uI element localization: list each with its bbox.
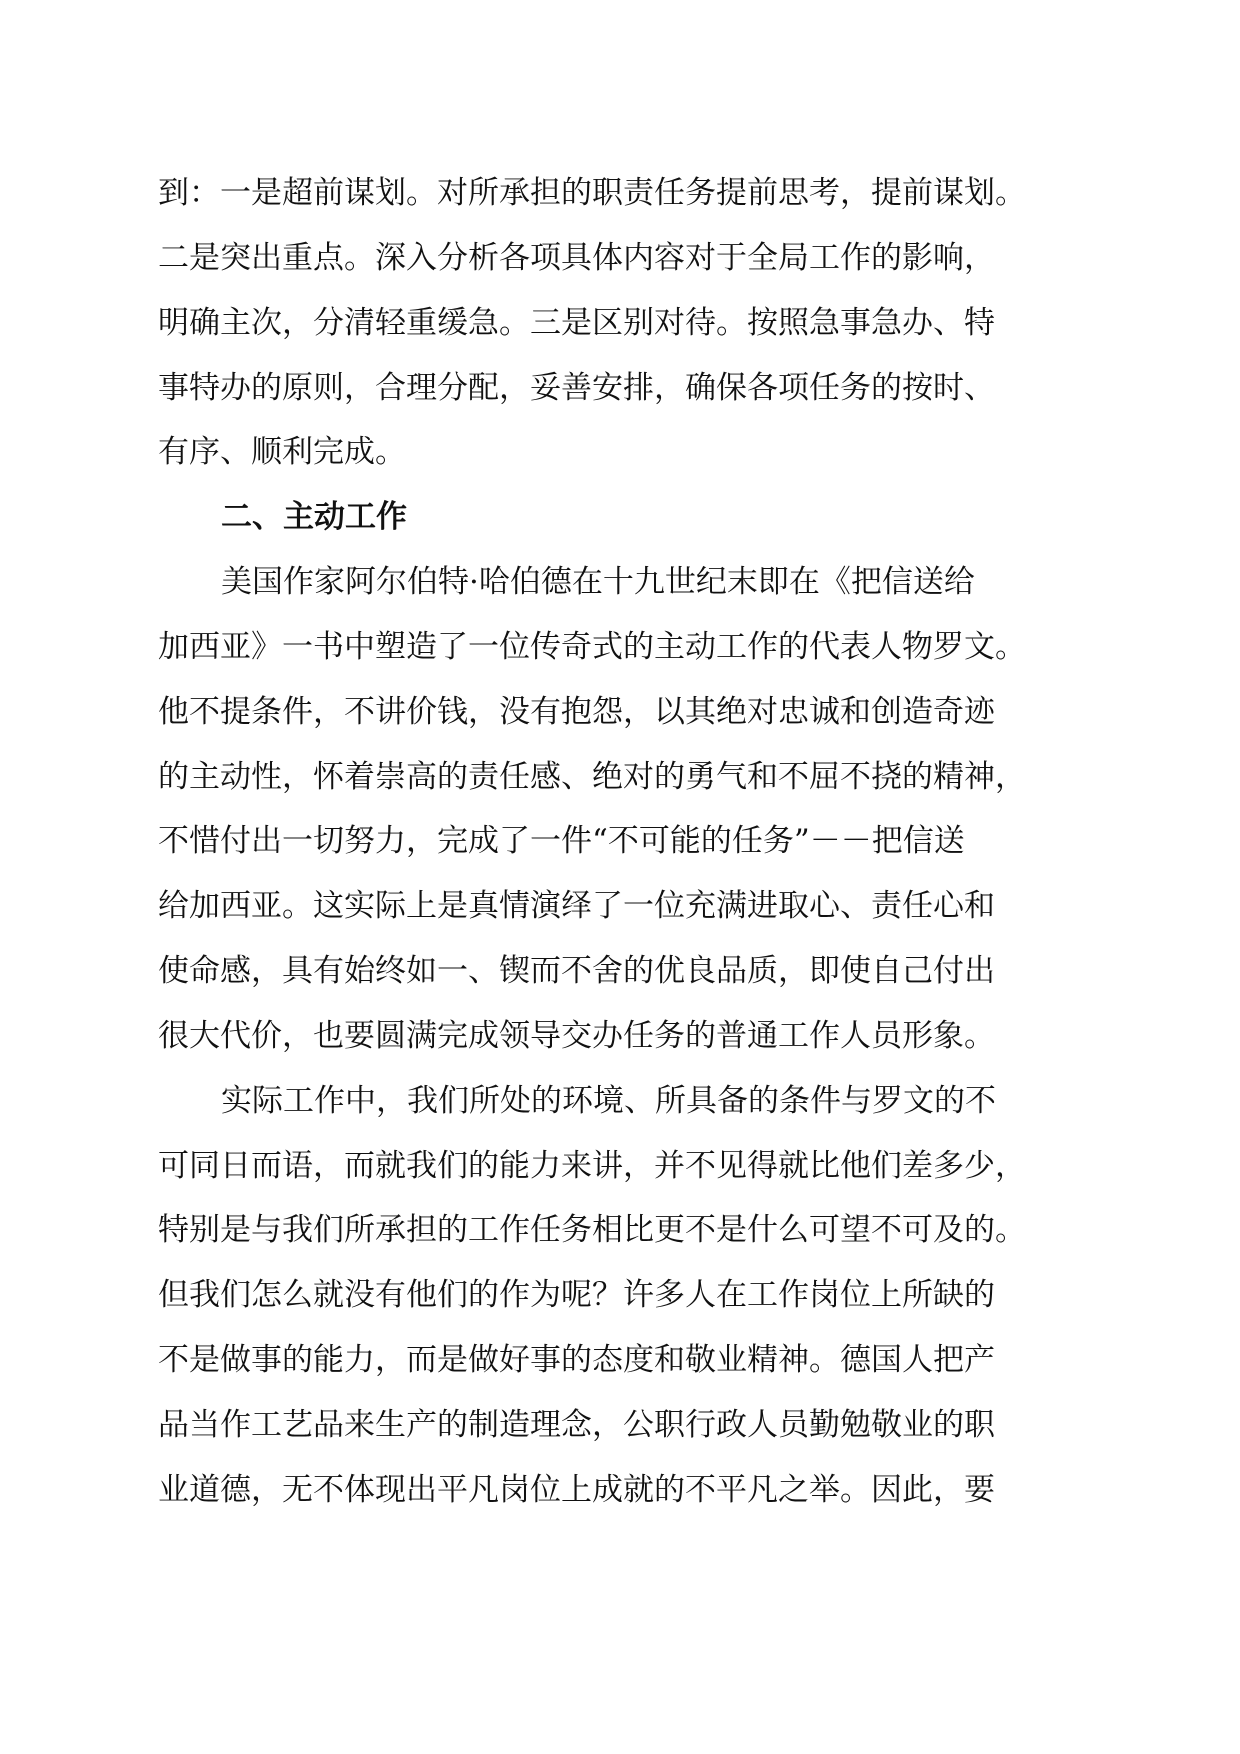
text-line: 有序、顺利完成。 bbox=[158, 434, 406, 470]
text-line: 特别是与我们所承担的工作任务相比更不是什么可望不可及的。 bbox=[158, 1212, 1026, 1248]
text-line: 不是做事的能力，而是做好事的态度和敬业精神。德国人把产 bbox=[158, 1342, 995, 1378]
section-heading: 二、主动工作 bbox=[221, 499, 407, 535]
text-line: 业道德，无不体现出平凡岗位上成就的不平凡之举。因此，要 bbox=[158, 1472, 995, 1508]
text-line: 美国作家阿尔伯特·哈伯德在十九世纪末即在《把信送给 bbox=[221, 564, 975, 600]
text-line: 到：一是超前谋划。对所承担的职责任务提前思考，提前谋划。 bbox=[158, 175, 1026, 211]
text-line: 但我们怎么就没有他们的作为呢？许多人在工作岗位上所缺的 bbox=[158, 1277, 995, 1313]
text-line: 很大代价，也要圆满完成领导交办任务的普通工作人员形象。 bbox=[158, 1018, 995, 1054]
text-line: 二是突出重点。深入分析各项具体内容对于全局工作的影响， bbox=[158, 240, 995, 276]
text-line: 事特办的原则，合理分配，妥善安排，确保各项任务的按时、 bbox=[158, 370, 995, 406]
text-line: 实际工作中，我们所处的环境、所具备的条件与罗文的不 bbox=[221, 1083, 996, 1119]
text-line: 给加西亚。这实际上是真情演绎了一位充满进取心、责任心和 bbox=[158, 888, 995, 924]
text-line: 可同日而语，而就我们的能力来讲，并不见得就比他们差多少， bbox=[158, 1148, 1026, 1184]
text-line: 品当作工艺品来生产的制造理念，公职行政人员勤勉敬业的职 bbox=[158, 1407, 995, 1443]
text-line: 不惜付出一切努力，完成了一件“不可能的任务”－－把信送 bbox=[158, 823, 965, 859]
text-line: 加西亚》一书中塑造了一位传奇式的主动工作的代表人物罗文。 bbox=[158, 629, 1026, 665]
text-line: 的主动性，怀着崇高的责任感、绝对的勇气和不屈不挠的精神， bbox=[158, 759, 1026, 795]
text-line: 明确主次，分清轻重缓急。三是区别对待。按照急事急办、特 bbox=[158, 305, 995, 341]
text-line: 他不提条件，不讲价钱，没有抱怨，以其绝对忠诚和创造奇迹 bbox=[158, 694, 995, 730]
text-line: 使命感，具有始终如一、锲而不舍的优良品质，即使自己付出 bbox=[158, 953, 995, 989]
